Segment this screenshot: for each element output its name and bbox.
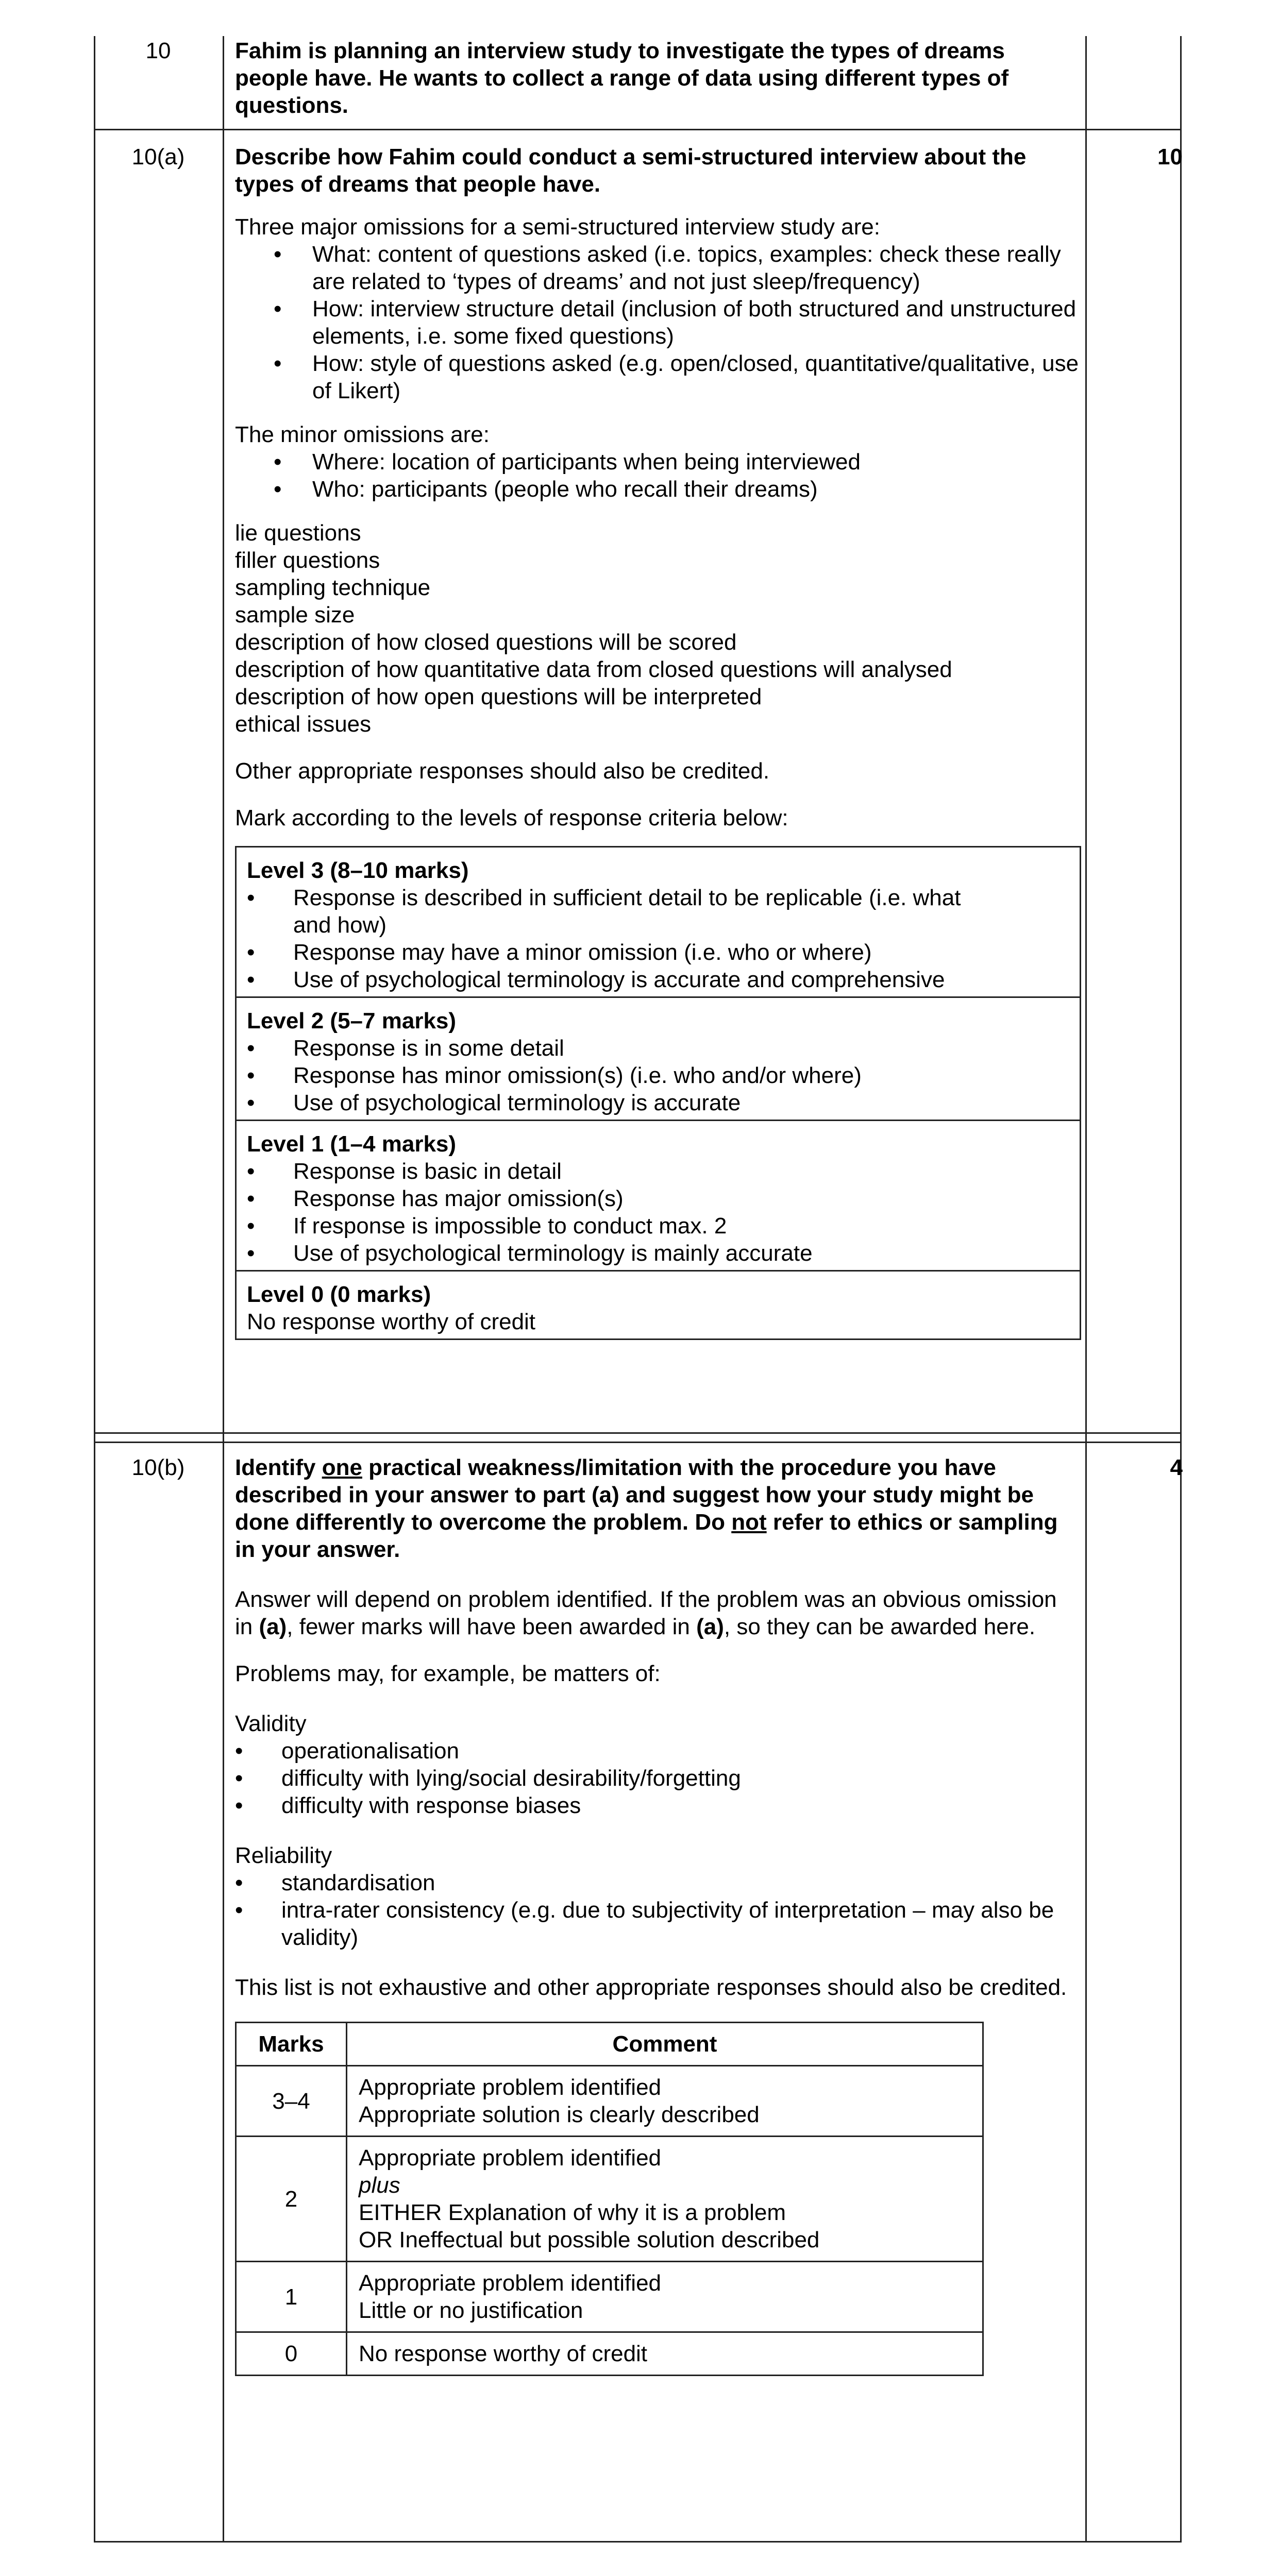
mark-according-note: Mark according to the levels of response criteria below: [235,805,788,831]
list-item: • Where: location of participants when being interviewed [235,448,1080,476]
list-item: • difficulty with lying/social desirability/forgetting [235,1765,1080,1792]
answer-10a [235,143,1080,1340]
question-stem: Fahim is planning an interview study to investigate the types of dreams people have. He wants to collect a range of data using different types of questions. [235,38,1009,118]
comment-cell: Appropriate problem identified Appropriate solution is clearly described [347,2066,983,2137]
level-title: Level 0 (0 marks) [247,1282,431,1307]
problems-intro: Problems may, for example, be matters of: [235,1661,661,1686]
level-3-criteria [237,848,1080,996]
table-row [236,2332,983,2376]
marks-10b: 4 [1170,1455,1183,1480]
table-border-left [94,36,95,2543]
list-item: • operationalisation [235,1737,1080,1765]
question-number-10a: 10(a) [131,144,185,170]
level-title: Level 1 (1–4 marks) [247,1131,457,1157]
row-divider-10a-bottom [94,1442,1182,1443]
list-item: • difficulty with response biases [235,1792,1080,1819]
validity-list [235,1737,1080,1819]
extra-item: sample size [235,602,355,628]
major-omissions-intro: Three major omissions for a semi-structured interview study are: [235,214,880,240]
extra-item: lie questions [235,520,361,546]
question-number-10b: 10(b) [131,1455,185,1480]
minor-omissions-list [235,448,1080,503]
question-10b-text: Identify one practical weakness/limitation with the procedure you have described in your answer to part (a) and suggest how your study might be done differently to overcome the problem. Do not refer to ethics or sampling in your answer. [235,1455,1058,1562]
extra-item: filler questions [235,548,380,573]
level-2-criteria [237,996,1080,1120]
table-row [236,2262,983,2332]
list-item: • Use of psychological terminology is accurate [247,1089,1069,1116]
extra-item: description of how closed questions will be scored [235,630,737,655]
list-item: • How: interview structure detail (inclusion of both structured and unstructured elements, i.e. some fixed questions) [235,295,1080,350]
level-1-criteria [237,1120,1080,1270]
marks-cell: 2 [236,2137,347,2262]
minor-omissions-intro: The minor omissions are: [235,422,490,447]
marks-cell: 1 [236,2262,347,2332]
question-number: 10 [145,38,171,63]
column-header-marks: Marks [236,2023,347,2066]
level-text: No response worthy of credit [247,1309,536,1334]
list-item: • Use of psychological terminology is accurate and comprehensive [247,966,1069,993]
list-item: • intra-rater consistency (e.g. due to subjectivity of interpretation – may also be validity) [235,1896,1080,1951]
table-border-bottom [94,2541,1182,2543]
list-item: • Response is basic in detail [247,1158,1069,1185]
comment-cell: Appropriate problem identified Little or no justification [347,2262,983,2332]
reliability-heading: Reliability [235,1843,332,1868]
list-item: • Response is in some detail [247,1035,1069,1062]
list-item: • standardisation [235,1869,1080,1896]
marks-comment-table [235,2022,984,2376]
table-row [236,2066,983,2137]
comment-cell: Appropriate problem identified plus EITHER Explanation of why it is a problem OR Ineffectual but possible solution described [347,2137,983,2262]
marks-cell: 0 [236,2332,347,2376]
not-exhaustive-note: This list is not exhaustive and other appropriate responses should also be credited. [235,1975,1067,2000]
table-row [236,2137,983,2262]
answer-10b [235,1454,1080,2376]
levels-of-response-table [235,846,1081,1340]
list-item: • Who: participants (people who recall their dreams) [235,476,1080,503]
list-item: • Response is described in sufficient detail to be replicable (i.e. what and how) [247,884,1069,939]
list-item: • How: style of questions asked (e.g. open/closed, quantitative/qualitative, use of Likert) [235,350,1080,404]
question-10a-text: Describe how Fahim could conduct a semi-structured interview about the types of dreams that people have. [235,144,1027,197]
reliability-list [235,1869,1080,1951]
extra-item: sampling technique [235,575,431,600]
validity-heading: Validity [235,1711,307,1736]
column-divider-1 [223,36,224,2543]
list-item: • Response has minor omission(s) (i.e. who and/or where) [247,1062,1069,1089]
table-border-right [1180,36,1182,2543]
row-divider-10a-top [94,1432,1182,1434]
answer-dependence-note: Answer will depend on problem identified. If the problem was an obvious omission in (a), fewer marks will have been awarded in (a), so they can be awarded here. [235,1587,1057,1639]
list-item: • Response has major omission(s) [247,1185,1069,1212]
extra-item: ethical issues [235,711,372,737]
marks-10a: 10 [1157,144,1183,170]
column-header-comment: Comment [347,2023,983,2066]
extra-item: description of how quantitative data from closed questions will analysed [235,657,952,682]
column-divider-2 [1085,36,1087,2543]
extra-item: description of how open questions will be interpreted [235,684,762,709]
marks-cell: 3–4 [236,2066,347,2137]
list-item: • Response may have a minor omission (i.e. who or where) [247,939,1069,966]
major-omissions-list [235,241,1080,404]
table-header-row [236,2023,983,2066]
row-divider-10 [94,129,1182,130]
level-title: Level 3 (8–10 marks) [247,858,469,883]
comment-cell: No response worthy of credit [347,2332,983,2376]
list-item: • What: content of questions asked (i.e. topics, examples: check these really are related to ‘types of dreams’ and not just sleep/frequency) [235,241,1080,295]
list-item: • If response is impossible to conduct max. 2 [247,1212,1069,1240]
other-responses-note: Other appropriate responses should also be credited. [235,758,770,784]
list-item: • Use of psychological terminology is mainly accurate [247,1240,1069,1267]
level-0-criteria [237,1270,1080,1338]
level-title: Level 2 (5–7 marks) [247,1008,457,1033]
